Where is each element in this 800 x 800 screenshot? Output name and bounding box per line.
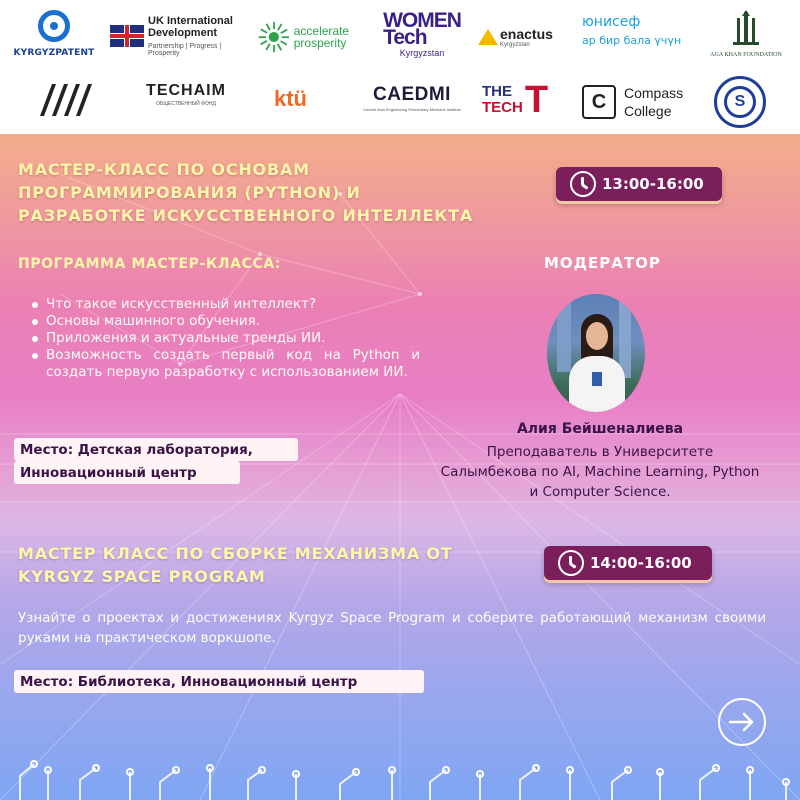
sunburst-icon <box>258 15 290 59</box>
session1-title-line: ПРОГРАММИРОВАНИЯ (PYTHON) И <box>18 183 361 202</box>
session2-place: Место: Библиотека, Инновационный центр <box>14 670 424 693</box>
unicef-sub: ар бир бала үчүн <box>582 34 682 47</box>
list-item: Возможность создать первый код на Python и создать первую разработку с использованием ИИ. <box>30 347 420 381</box>
compass-college-logo <box>582 82 700 122</box>
ukid-tagline: Partnership | Progress | Prosperity <box>148 43 222 57</box>
session1-title-line: РАЗРАБОТКЕ ИСКУССТВЕННОГО ИНТЕЛЛЕКТА <box>18 206 474 225</box>
enactus-triangle-icon <box>478 29 498 45</box>
women-tech-logo <box>383 9 461 62</box>
uk-international-development-logo <box>110 16 240 56</box>
aga-khan-foundation-logo <box>700 10 792 66</box>
the-tech-line1: THE <box>482 83 512 100</box>
stripes-logo <box>38 82 94 118</box>
accelerate-prosperity-logo <box>258 12 374 62</box>
partner-logos-band <box>0 0 800 134</box>
enactus-sub: Kyrgyzstan <box>500 42 530 48</box>
session2-description: Узнайте о проектах и достижениях Kyrgyz Space Program и соберите работающий механизм своими руками на практическом воркшопе. <box>18 610 766 646</box>
women-tech-name: WOMEN Tech <box>383 9 461 49</box>
kyrgyzpatent-name: KYRGYZPATENT <box>13 48 95 58</box>
session1-place-line2: Инновационный центр <box>14 461 240 484</box>
arrow-right-circle-icon <box>720 700 764 744</box>
aga-khan-name: AGA KHAN FOUNDATION <box>710 52 782 58</box>
session1-title-line: МАСТЕР-КЛАСС ПО ОСНОВАМ <box>18 160 310 179</box>
moderator-role: Преподаватель в Университете Салымбекова по AI, Machine Learning, Python и Computer Science. <box>440 444 760 500</box>
clock-icon <box>570 171 596 197</box>
aga-khan-emblem-icon <box>731 10 761 48</box>
diagonal-stripes-icon <box>38 82 94 118</box>
ktu-logo: ktü <box>274 86 307 111</box>
session1-title <box>18 158 538 227</box>
session2-title-line: МАСТЕР КЛАСС ПО СБОРКЕ МЕХАНИЗМА ОТ <box>18 544 453 563</box>
enactus-logo <box>478 14 568 60</box>
circuit-decoration <box>0 740 800 800</box>
program-heading: ПРОГРАММА МАСТЕР-КЛАССА: <box>18 256 281 272</box>
the-tech-logo <box>482 80 564 120</box>
caedmi-sub: Central Asia Engineering Elementary Medicine Institute <box>363 107 461 112</box>
moderator-name: Алия Бейшеналиева <box>516 421 684 437</box>
caedmi-logo <box>356 84 468 116</box>
compass-line1: Compass <box>624 85 684 101</box>
kyrgyzpatent-logo <box>8 10 100 66</box>
list-item: Что такое искусственный интеллект? <box>30 296 420 313</box>
session1-time-badge <box>556 167 722 201</box>
session2-title <box>18 542 538 588</box>
caedmi-name: CAEDMI <box>373 84 451 105</box>
unicef-name: юнисеф <box>582 14 641 30</box>
next-slide-button[interactable] <box>718 698 766 746</box>
techaim-logo <box>116 82 256 118</box>
techaim-name: TECHAIM <box>146 82 226 99</box>
ukid-name: UK International Development <box>148 15 233 39</box>
compass-mark-icon: C <box>582 85 616 119</box>
list-item: Основы машинного обучения. <box>30 313 420 330</box>
moderator-heading: МОДЕРАТОР <box>544 254 661 272</box>
enactus-name: enactus <box>500 26 553 42</box>
unicef-logo <box>582 14 694 60</box>
kyrgyzpatent-mark-icon <box>38 10 70 42</box>
session1-place-line1: Место: Детская лаборатория, <box>14 438 298 461</box>
accelerate-prosperity-name: accelerate prosperity <box>293 24 350 50</box>
session2-time: 14:00-16:00 <box>590 554 692 572</box>
the-tech-mark: T <box>524 79 549 121</box>
program-list <box>30 296 420 381</box>
the-tech-line2: TECH <box>482 99 523 116</box>
moderator-photo <box>547 294 645 412</box>
salymbekov-university-logo <box>714 76 766 128</box>
session2-title-line: KYRGYZ SPACE PROGRAM <box>18 567 266 586</box>
women-tech-sub: Kyrgyzstan <box>399 48 445 58</box>
university-seal-icon: S <box>724 86 756 118</box>
compass-line2: College <box>624 103 672 119</box>
uk-flag-icon <box>110 25 144 47</box>
event-banner <box>0 134 800 800</box>
session2-time-badge <box>544 546 712 580</box>
session1-time: 13:00-16:00 <box>602 175 704 193</box>
list-item: Приложения и актуальные тренды ИИ. <box>30 330 420 347</box>
clock-icon <box>558 550 584 576</box>
techaim-sub: ОБЩЕСТВЕННЫЙ ФОНД <box>156 101 216 107</box>
